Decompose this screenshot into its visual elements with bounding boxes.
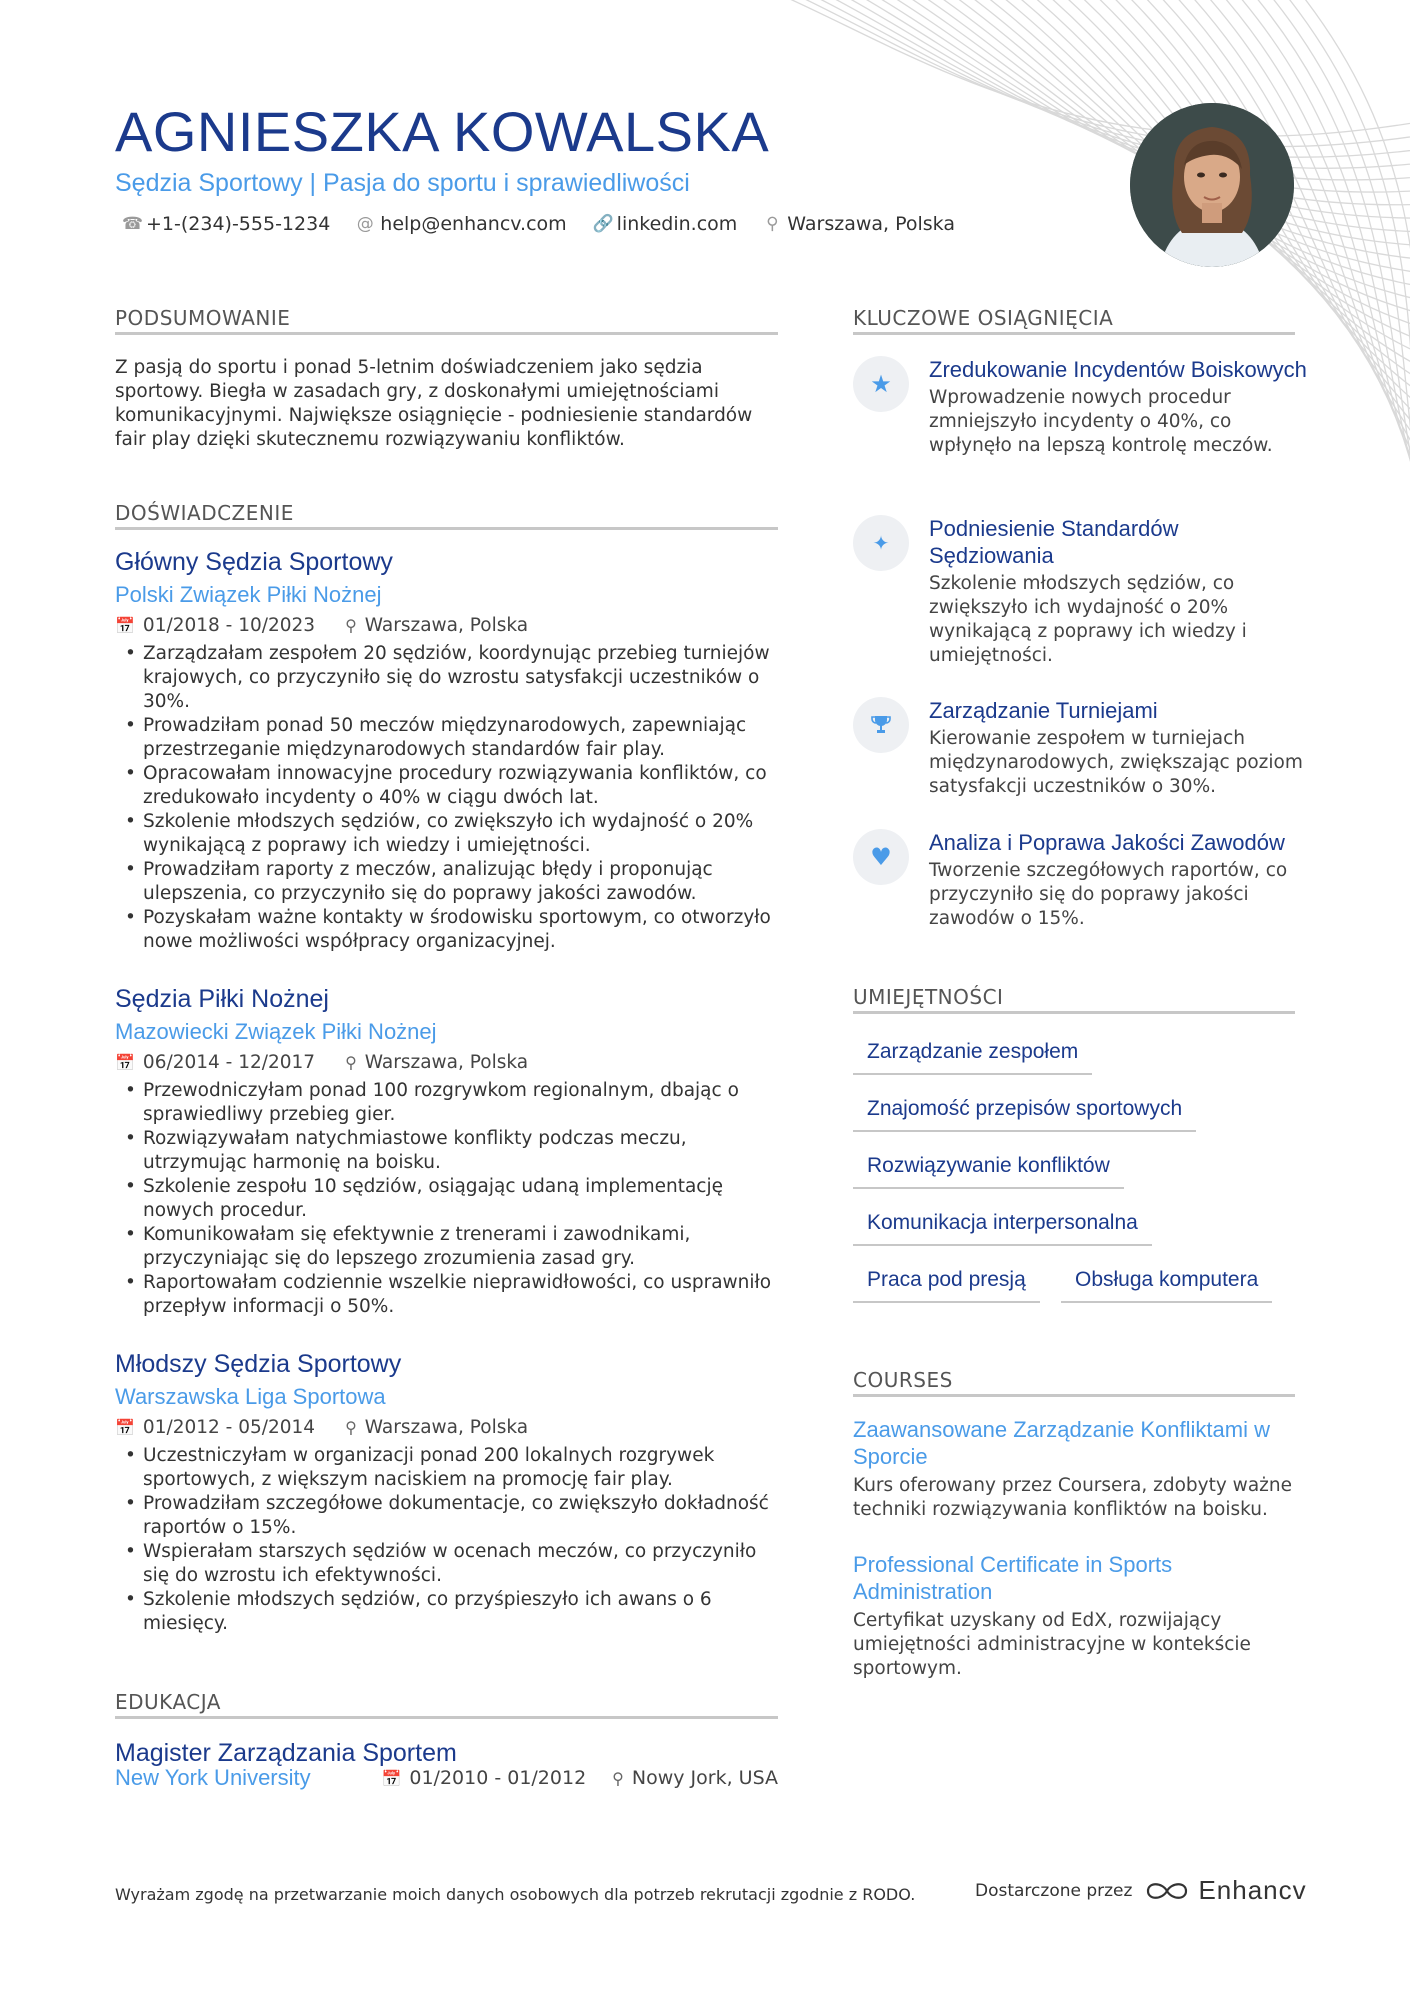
achievement-title: Zarządzanie Turniejami (929, 698, 1158, 723)
section-title-courses: COURSES (853, 1368, 953, 1392)
job-bullet: • Raportowałam codziennie wszelkie nieprawidłowości, co usprawniło przepływ informacji o 50%. (143, 1271, 778, 1319)
trophy-glyph (869, 713, 893, 737)
section-divider (853, 332, 1295, 335)
job-bullet: • Prowadziłam ponad 50 meczów międzynarodowych, zapewniając przestrzeganie międzynarodowych standardów fair play. (143, 714, 778, 762)
job-bullet: • Zarządzałam zespołem 20 sędziów, koordynując przebieg turniejów krajowych, co przyczyniło się do wzrostu satysfakcji uczestników o 30%. (143, 642, 778, 714)
job-dates: 01/2012 - 05/2014 (142, 1417, 316, 1438)
calendar-icon: 📅 (115, 616, 135, 635)
consent-text: Wyrażam zgodę na przetwarzanie moich danych osobowych dla potrzeb rekrutacji zgodnie z RODO. (115, 1885, 916, 1904)
job-bullet: • Szkolenie młodszych sędziów, co przyśpieszyło ich awans o 6 miesięcy. (143, 1588, 778, 1636)
skill-tag: Zarządzanie zespołem (853, 1037, 1092, 1075)
job-bullet: • Wspierałam starszych sędziów w ocenach meczów, co przyczyniło się do wzrostu ich efektywności. (143, 1540, 778, 1588)
job-company: Warszawska Liga Sportowa (115, 1384, 386, 1409)
education-dates: 01/2010 - 01/2012 (409, 1767, 587, 1789)
wand-icon: ✦ (853, 515, 909, 571)
skill-tag: Znajomość przepisów sportowych (853, 1094, 1196, 1132)
contact-phone-text: +1-(234)-555-1234 (146, 213, 331, 235)
course-desc: Kurs oferowany przez Coursera, zdobyty ważne techniki rozwiązywania konfliktów na boisku. (853, 1475, 1292, 1520)
contact-email-text: help@enhancv.com (380, 213, 567, 235)
job-dates: 06/2014 - 12/2017 (142, 1052, 316, 1073)
job-bullet: • Rozwiązywałam natychmiastowe konflikty podczas meczu, utrzymując harmonię na boisku. (143, 1127, 778, 1175)
infinity-icon (1144, 1878, 1190, 1904)
job-bullet: • Opracowałam innowacyjne procedury rozwiązywania konfliktów, co zredukowało incydenty o 40% w ciągu dwóch lat. (143, 762, 778, 810)
section-divider (853, 1394, 1295, 1397)
job-bullets (115, 1444, 778, 1636)
calendar-icon: 📅 (115, 1418, 135, 1437)
powered-by-label: Dostarczone przez (975, 1880, 1133, 1901)
location-icon: ⚲ (766, 214, 779, 234)
location-icon: ⚲ (345, 1053, 357, 1072)
section-title-achievements: KLUCZOWE OSIĄGNIĘCIA (853, 306, 1114, 330)
star-icon: ★ (853, 356, 909, 412)
education-degree: Magister Zarządzania Sportem (115, 1739, 457, 1767)
job-bullet: • Prowadziłam szczegółowe dokumentacje, co zwiększyło dokładność raportów o 15%. (143, 1492, 778, 1540)
job-entry (115, 983, 778, 1319)
education-location: Nowy Jork, USA (631, 1767, 778, 1789)
powered-by[interactable] (975, 1875, 1307, 1906)
job-title: Sędzia Piłki Nożnej (115, 985, 329, 1013)
skill-tag: Obsługa komputera (1061, 1265, 1272, 1303)
job-location: Warszawa, Polska (364, 615, 529, 636)
skill-tag: Komunikacja interpersonalna (853, 1208, 1152, 1246)
achievement-desc: Szkolenie młodszych sędziów, co zwiększyło ich wydajność o 20% wynikającą z poprawy ich wiedzy i umiejętności. (929, 573, 1247, 666)
job-title: Główny Sędzia Sportowy (115, 548, 393, 576)
education-row (115, 1763, 778, 1793)
calendar-icon: 📅 (381, 1768, 402, 1788)
candidate-name: AGNIESZKA KOWALSKA (115, 100, 770, 163)
course-title: Professional Certificate in Sports Administration (853, 1552, 1173, 1604)
section-divider (115, 332, 778, 335)
job-bullets (115, 1079, 778, 1319)
achievement-desc: Wprowadzenie nowych procedur zmniejszyło incydenty o 40%, co wpłynęło na lepszą kontrolę meczów. (929, 387, 1273, 456)
job-meta (115, 1414, 778, 1442)
location-icon: ⚲ (345, 1418, 357, 1437)
contact-bar (122, 213, 981, 235)
job-bullet: • Prowadziłam raporty z meczów, analizując błędy i proponując ulepszenia, co przyczyniło się do poprawy jakości zawodów. (143, 858, 778, 906)
job-dates: 01/2018 - 10/2023 (142, 615, 316, 636)
job-meta (115, 1049, 778, 1077)
course-item (853, 1551, 1295, 1681)
section-title-skills: UMIEJĘTNOŚCI (853, 985, 1004, 1009)
section-title-education: EDUKACJA (115, 1690, 221, 1714)
course-item (853, 1416, 1295, 1522)
section-divider (853, 1011, 1295, 1014)
brand-logo (1144, 1875, 1306, 1906)
section-title-experience: DOŚWIADCZENIE (115, 501, 294, 525)
job-bullets (115, 642, 778, 954)
job-bullet: • Przewodniczyłam ponad 100 rozgrywkom regionalnym, dbając o sprawiedliwy przebieg gier. (143, 1079, 778, 1127)
job-location: Warszawa, Polska (364, 1052, 529, 1073)
job-bullet: • Szkolenie młodszych sędziów, co zwiększyło ich wydajność o 20% wynikającą z poprawy ich wiedzy i umiejętności. (143, 810, 778, 858)
job-entry (115, 546, 778, 954)
job-company: Polski Związek Piłki Nożnej (115, 582, 382, 607)
heart-icon: ♥ (853, 829, 909, 885)
job-bullet: • Uczestniczyłam w organizacji ponad 200 lokalnych rozgrywek sportowych, z większym naciskiem na promocję fair play. (143, 1444, 778, 1492)
job-entry (115, 1348, 778, 1636)
at-icon: @ (356, 214, 374, 234)
achievement-desc: Tworzenie szczegółowych raportów, co przyczyniło się do poprawy jakości zawodów o 15%. (929, 860, 1288, 929)
contact-location (763, 213, 955, 235)
portrait-illustration (1130, 103, 1294, 267)
contact-phone[interactable] (122, 213, 330, 235)
section-divider (115, 527, 778, 530)
job-meta (115, 612, 778, 640)
section-divider (115, 1716, 778, 1719)
location-icon: ⚲ (612, 1768, 624, 1788)
contact-linkedin[interactable] (593, 213, 738, 235)
contact-email[interactable] (356, 213, 566, 235)
job-title: Młodszy Sędzia Sportowy (115, 1350, 402, 1378)
contact-linkedin-text: linkedin.com (616, 213, 738, 235)
link-icon: 🔗 (592, 214, 614, 234)
calendar-icon: 📅 (115, 1053, 135, 1072)
location-icon: ⚲ (345, 616, 357, 635)
job-bullet: • Pozyskałam ważne kontakty w środowisku sportowym, co otworzyło nowe możliwości współpracy organizacyjnej. (143, 906, 778, 954)
profile-photo (1130, 103, 1294, 267)
trophy-icon (853, 697, 909, 753)
brand-name: Enhancv (1198, 1875, 1307, 1905)
achievement-title: Zredukowanie Incydentów Boiskowych (929, 357, 1307, 382)
achievement-desc: Kierowanie zespołem w turniejach międzynarodowych, zwiększając poziom satysfakcji uczestników o 30%. (929, 728, 1303, 797)
candidate-tagline: Sędzia Sportowy | Pasja do sportu i sprawiedliwości (115, 169, 690, 197)
achievement-title: Podniesienie Standardów Sędziowania (929, 516, 1179, 568)
achievement-title: Analiza i Poprawa Jakości Zawodów (929, 830, 1285, 855)
summary-text: Z pasją do sportu i ponad 5-letnim doświadczeniem jako sędzia sportowy. Biegła w zasadach gry, z doskonałymi umiejętnościami komunikacyjnymi. Największe osiągnięcie - podniesienie standardów fair play dzięki skutecznemu rozwiązywaniu konfliktów. (115, 357, 753, 450)
job-location: Warszawa, Polska (364, 1417, 529, 1438)
education-school: New York University (115, 1765, 311, 1790)
section-title-summary: PODSUMOWANIE (115, 306, 291, 330)
course-title: Zaawansowane Zarządzanie Konfliktami w Sporcie (853, 1417, 1270, 1469)
job-company: Mazowiecki Związek Piłki Nożnej (115, 1019, 437, 1044)
job-bullet: • Komunikowałam się efektywnie z trenerami i zawodnikami, przyczyniając się do lepszego zrozumienia zasad gry. (143, 1223, 778, 1271)
contact-location-text: Warszawa, Polska (787, 213, 955, 235)
course-desc: Certyfikat uzyskany od EdX, rozwijający umiejętności administracyjne w kontekście sportowym. (853, 1610, 1251, 1679)
skill-tag: Rozwiązywanie konfliktów (853, 1151, 1124, 1189)
phone-icon: ☎ (122, 214, 144, 234)
skill-tag: Praca pod presją (853, 1265, 1040, 1303)
job-bullet: • Szkolenie zespołu 10 sędziów, osiągając udaną implementację nowych procedur. (143, 1175, 778, 1223)
